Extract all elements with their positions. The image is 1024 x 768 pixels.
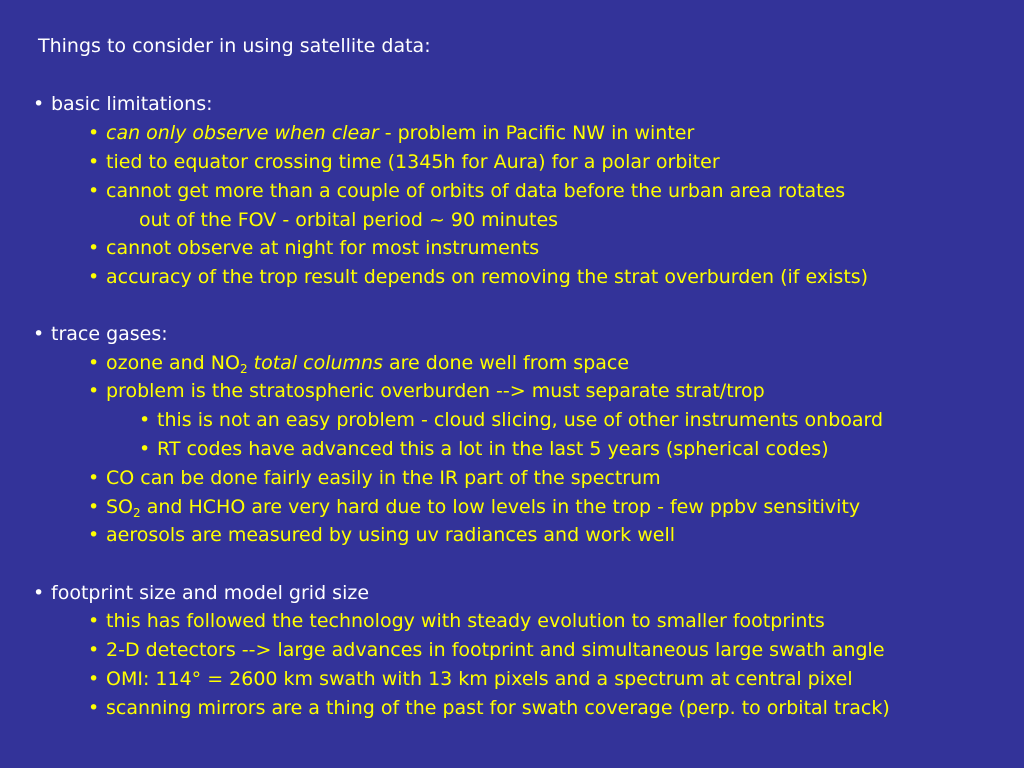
list-item: • this has followed the technology with steady evolution to smaller footprints bbox=[88, 610, 825, 632]
bullet-icon: • bbox=[33, 582, 45, 604]
bullet-icon: • bbox=[88, 467, 100, 489]
list-item: • 2-D detectors --> large advances in footprint and simultaneous large swath angle bbox=[88, 639, 885, 661]
list-item: • OMI: 114° = 2600 km swath with 13 km pixels and a spectrum at central pixel bbox=[88, 668, 853, 690]
bullet-icon: • bbox=[139, 409, 151, 431]
list-item: • aerosols are measured by using uv radiances and work well bbox=[88, 524, 675, 546]
sub-list-item: • this is not an easy problem - cloud slicing, use of other instruments onboard bbox=[139, 409, 884, 431]
bullet-icon: • bbox=[88, 668, 100, 690]
list-item: • $SO_2$ and HCHO are very hard due to low levels in the trop - few ppbv sensitivity bbox=[88, 496, 861, 520]
list-item: • accuracy of the trop result depends on removing the strat overburden (if exists) bbox=[88, 266, 869, 288]
bullet-icon: • bbox=[88, 237, 100, 259]
list-item: • tied to equator crossing time (1345h for Aura) for a polar orbiter bbox=[88, 151, 720, 173]
bullet-icon: • bbox=[88, 180, 100, 202]
sub-list-item: • RT codes have advanced this a lot in the last 5 years (spherical codes) bbox=[139, 438, 829, 460]
list-item: • can only observe when clear - problem in Pacific NW in winter bbox=[88, 122, 695, 144]
list-item: • CO can be done fairly easily in the IR part of the spectrum bbox=[88, 467, 661, 489]
list-item: • cannot observe at night for most instruments bbox=[88, 237, 540, 259]
list-item: • cannot get more than a couple of orbits of data before the urban area rotates bbox=[88, 180, 846, 202]
bullet-icon: • bbox=[139, 438, 151, 460]
bullet-icon: • bbox=[33, 323, 45, 345]
bullet-icon: • bbox=[88, 380, 100, 402]
slide-title: Things to consider in using satellite data: bbox=[38, 35, 431, 57]
bullet-icon: • bbox=[88, 496, 100, 518]
bullet-icon: • bbox=[88, 610, 100, 632]
bullet-icon: • bbox=[88, 524, 100, 546]
section-heading-basic-limitations: • basic limitations: bbox=[33, 93, 213, 115]
bullet-icon: • bbox=[88, 352, 100, 374]
bullet-icon: • bbox=[88, 122, 100, 144]
bullet-icon: • bbox=[88, 266, 100, 288]
bullet-icon: • bbox=[88, 639, 100, 661]
bullet-icon: • bbox=[88, 151, 100, 173]
list-item-continuation: out of the FOV - orbital period ~ 90 minutes bbox=[139, 209, 559, 231]
bullet-icon: • bbox=[33, 93, 45, 115]
section-heading-trace-gases: • trace gases: bbox=[33, 323, 168, 345]
section-heading-footprint-size: • footprint size and model grid size bbox=[33, 582, 370, 604]
list-item: • scanning mirrors are a thing of the past for swath coverage (perp. to orbital track) bbox=[88, 697, 890, 719]
list-item: • ozone and $NO_2$ total columns are done well from space bbox=[88, 352, 630, 376]
bullet-icon: • bbox=[88, 697, 100, 719]
list-item: • problem is the stratospheric overburden --> must separate strat/trop bbox=[88, 380, 765, 402]
